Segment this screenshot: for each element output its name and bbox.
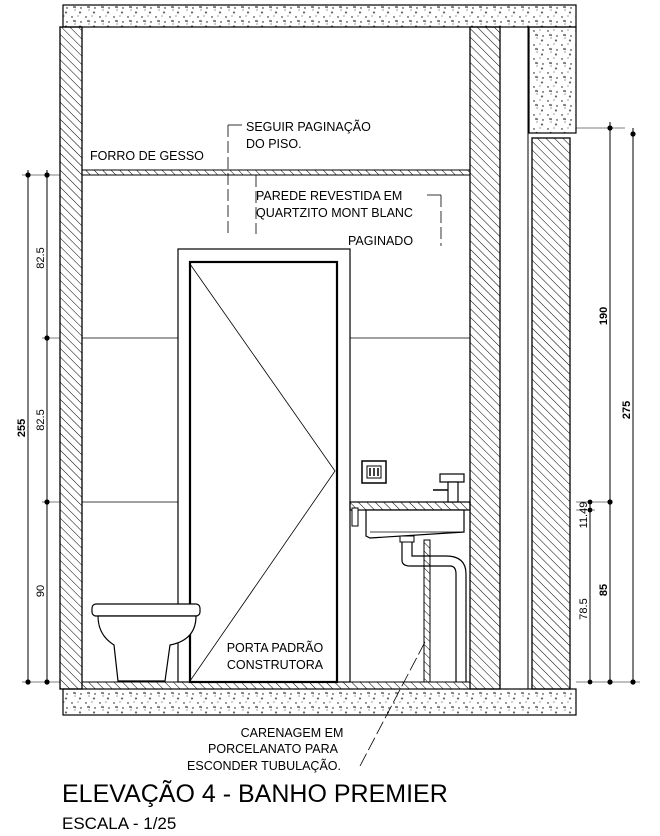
wall-cladding-note — [256, 175, 441, 248]
toilet — [92, 604, 200, 681]
drawing-title: ELEVAÇÃO 4 - BANHO PREMIER — [62, 780, 448, 808]
top-slab — [63, 5, 576, 27]
door — [178, 249, 350, 682]
svg-text:PAGINADO: PAGINADO — [348, 234, 414, 248]
pipe-casing — [424, 540, 430, 682]
drawing-scale: ESCALA - 1/25 — [62, 814, 177, 833]
svg-text:DO PISO.: DO PISO. — [246, 137, 302, 151]
faucet — [433, 474, 464, 502]
left-dimensions — [16, 170, 60, 685]
left-wall — [60, 27, 82, 689]
svg-text:CARENAGEM EM: CARENAGEM EM — [240, 726, 344, 740]
dim-left-middle: 82.5 — [35, 409, 47, 431]
svg-text:PAREDE REVESTIDA EM: PAREDE REVESTIDA EM — [256, 189, 403, 203]
svg-text:PORTA PADRÃO: PORTA PADRÃO — [226, 641, 324, 655]
dim-right-total: 275 — [621, 400, 633, 420]
middle-wall — [470, 27, 500, 689]
dim-right-upper: 190 — [598, 306, 610, 326]
svg-text:ESCONDER TUBULAÇÃO.: ESCONDER TUBULAÇÃO. — [187, 759, 341, 773]
dim-left-total: 255 — [16, 418, 28, 438]
right-dimensions — [576, 122, 640, 685]
door-note — [227, 641, 324, 672]
drain-pipe — [400, 536, 466, 682]
svg-text:SEGUIR PAGINAÇÃO: SEGUIR PAGINAÇÃO — [246, 120, 371, 134]
right-wall — [532, 138, 570, 689]
dim-left-upper: 82.5 — [35, 247, 47, 269]
right-top-block — [529, 27, 576, 133]
dim-right-counter-height: 85 — [598, 583, 610, 597]
svg-text:PORCELANATO PARA: PORCELANATO PARA — [208, 742, 338, 756]
vanity — [350, 502, 470, 538]
dim-left-lower: 90 — [35, 584, 47, 598]
ceiling-note: FORRO DE GESSO — [90, 149, 204, 163]
floor-slab — [63, 689, 576, 715]
dim-right-lower: 78.5 — [578, 598, 590, 620]
dim-right-countertop: 11.49 — [578, 501, 590, 529]
svg-text:QUARTZITO MONT BLANC: QUARTZITO MONT BLANC — [256, 206, 413, 220]
outlet-box — [362, 461, 386, 483]
svg-text:CONSTRUTORA: CONSTRUTORA — [226, 658, 324, 672]
